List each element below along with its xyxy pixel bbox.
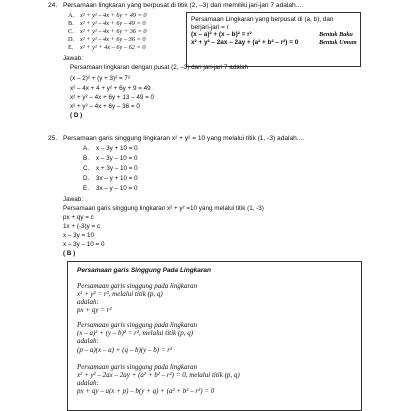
- q25-option-a: [83, 145, 138, 153]
- q24-jawab-label: Jawab:: [63, 55, 83, 62]
- q25-option-e: [83, 185, 137, 193]
- q24-solution-line-2: (x – 2)² + (y + 3)² = 7²: [70, 75, 131, 82]
- q24-formula-box: [186, 12, 361, 67]
- option-text: x + 3y – 10 = 0: [96, 165, 138, 172]
- option-text: x² + y² – 4x + 6y + 49 = 0: [80, 12, 147, 19]
- q25-jawab-label: Jawab:: [63, 196, 83, 203]
- q25-solution-line-5: x – 3y – 10 = 0: [63, 241, 105, 248]
- box-line: px + qy = r²: [77, 306, 112, 314]
- option-label: B.: [68, 20, 74, 27]
- tangent-formula-box: [67, 261, 362, 411]
- box-line: adalah:: [77, 379, 99, 387]
- option-text: x² + y² – 4x + 6y – 36 = 0: [80, 36, 146, 43]
- q25-solution-line-3: 1x + (-3)y = c: [63, 223, 101, 230]
- q24-option-b: [68, 20, 145, 27]
- q24-option-d: [68, 36, 145, 43]
- box-line: Persamaan garis singgung pada lingkaran: [77, 282, 198, 290]
- q25-question: Persamaan garis singgung lingkaran x² + y² = 10 yang melalui titik (1, -3) adalah....: [63, 135, 305, 142]
- box-line: (p – a)(x – a) + (q – b)(y – b) = r²: [77, 346, 173, 354]
- q24-option-a: [68, 12, 147, 19]
- option-text: x – 3y – 10 = 0: [96, 155, 138, 162]
- box-line: x² + y² = r², melalui titik (p, q): [77, 290, 163, 298]
- box-line: adalah:: [77, 337, 99, 345]
- q24-number: 24.: [48, 2, 58, 9]
- tag-bentuk-umum: Bentuk Umum: [319, 38, 357, 46]
- option-text: x² + y² + 4x – 6y – 62 = 0: [80, 44, 146, 51]
- option-label: E.: [68, 44, 74, 51]
- option-text: x – 3y + 10 = 0: [96, 145, 138, 152]
- q24-answer: ( D ): [70, 112, 83, 119]
- q24-solution-line-1: Persamaan lingkaran dengan pusat (2, –3) dan jari-jari 7 adalah: [70, 64, 249, 71]
- option-label: C.: [68, 28, 74, 35]
- q25-option-d: [83, 175, 138, 183]
- box-line: adalah:: [77, 298, 99, 306]
- q25-answer: ( B ): [63, 250, 76, 257]
- q25-option-b: [83, 155, 137, 163]
- box-formula-1: [191, 31, 356, 39]
- option-label: A.: [68, 12, 75, 19]
- q25-solution-line-2: px + qy = c: [63, 214, 94, 221]
- option-label: C.: [83, 165, 90, 172]
- tag-bentuk-baku: Bentuk Baku: [319, 31, 353, 39]
- q24-solution-line-4: x² + y² – 4x + 6y + 13 – 49 = 0: [70, 94, 155, 101]
- q24-solution-line-3: x² – 4x + 4 + y² + 6y + 9 = 49: [70, 85, 151, 92]
- box-line: px + qy – a(x + p) – b(y + q) + (a² + b² – r²) = 0: [77, 387, 215, 395]
- box-line: x² + y² – 2ax – 2ay + (a² + b² – r²) = 0, melalui titik (p, q): [77, 371, 240, 379]
- q25-number: 25.: [48, 135, 58, 142]
- option-label: E.: [83, 185, 89, 192]
- option-text: 3x – y + 10 = 0: [96, 175, 138, 182]
- option-label: D.: [83, 175, 90, 182]
- box-title: Persamaan garis Singgung Pada Lingkaran: [77, 267, 212, 274]
- box-line: Persamaan garis singgung pada lingkaran: [77, 321, 198, 329]
- q25-solution-line-1: Persamaan garis singgung lingkaran x² + y² =10 yang melalui titik (1, -3): [63, 205, 264, 212]
- box-line-2: berjari-jari = r: [191, 23, 229, 31]
- option-label: A.: [83, 145, 89, 152]
- box-line: Persamaan garis singgung pada lingkaran: [77, 363, 198, 371]
- formula-baku: (x – a)² + (x – b)² = r²: [191, 31, 252, 39]
- formula-umum: x² + y² – 2ax – 2ay + (a² + b² – r²) = 0: [191, 38, 299, 46]
- q24-solution-line-5: x² + y² – 4x + 6y – 36 = 0: [70, 103, 140, 110]
- option-text: x² + y² – 4x + 6y – 49 = 0: [80, 20, 146, 27]
- option-label: B.: [83, 155, 89, 162]
- q24-option-e: [68, 44, 145, 51]
- box-formula-2: [191, 39, 356, 47]
- box-line-1: Persamaan Lingkaran yang berpusat di (a, b), dan: [191, 16, 334, 23]
- option-text: 3x – y – 10 = 0: [96, 185, 138, 192]
- box-line: (x – a)² + (y – b)² = r², melalui titik (p, q): [77, 329, 194, 337]
- q25-option-c: [83, 165, 138, 173]
- q24-question: Persamaan lingkaran yang berpusat di titik (2, –3) dan memiliki jari-jari 7 adalah....: [63, 2, 304, 9]
- q24-option-c: [68, 28, 147, 35]
- q25-solution-line-4: x – 3y = 10: [63, 232, 94, 239]
- option-label: D.: [68, 36, 75, 43]
- option-text: x² + y² – 4x + 6y + 36 = 0: [80, 28, 147, 35]
